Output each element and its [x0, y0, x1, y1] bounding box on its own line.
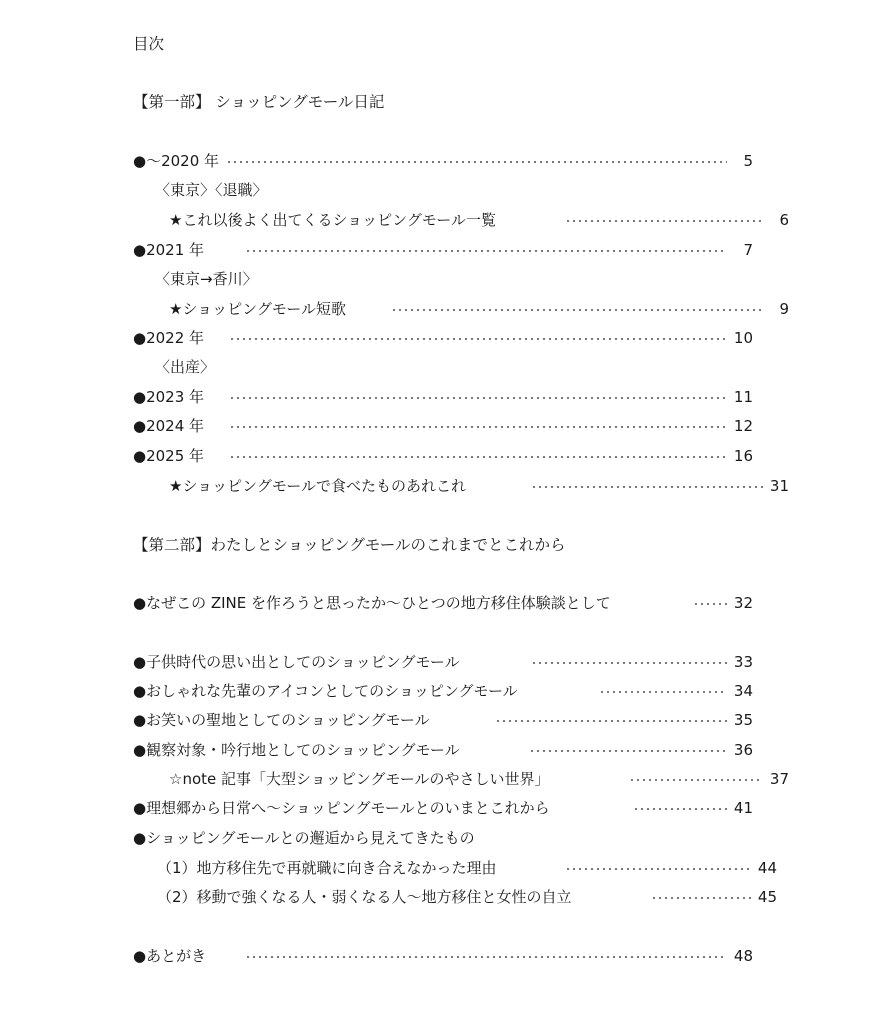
part2-heading	[133, 534, 753, 556]
entry-label: ●あとがき	[133, 947, 207, 965]
dot-leader	[245, 956, 727, 958]
toc-entry[interactable]	[133, 298, 789, 320]
toc-entry[interactable]	[133, 797, 753, 819]
entry-label: 〈東京→香川〉	[155, 270, 258, 288]
toc-entry[interactable]	[133, 768, 789, 790]
dot-leader	[226, 161, 727, 163]
entry-label: ☆note 記事「大型ショッピングモールのやさしい世界」	[169, 770, 550, 788]
entry-label: ●観察対象・吟行地としてのショッピングモール	[133, 741, 460, 759]
entry-label: ★ショッピングモールで食べたものあれこれ	[169, 477, 466, 495]
dot-leader	[565, 220, 763, 222]
part1-heading	[133, 91, 753, 113]
toc-entry[interactable]	[133, 709, 753, 731]
entry-page-number: 31	[769, 477, 789, 495]
toc-title	[133, 33, 753, 55]
entry-label: ★ショッピングモール短歌	[169, 300, 346, 318]
entry-label: ★これ以後よく出てくるショッピングモール一覧	[169, 211, 496, 229]
dot-leader	[229, 338, 727, 340]
part2-heading-text: 【第二部】わたしとショッピングモールのこれまでとこれから	[133, 536, 566, 554]
entry-label: ●なぜこの ZINE を作ろうと思ったか～ひとつの地方移住体験談として	[133, 594, 611, 612]
entry-page-number: 10	[733, 329, 753, 347]
entry-page-number: 41	[733, 799, 753, 817]
toc-entry[interactable]	[133, 150, 753, 172]
entry-page-number: 48	[733, 947, 753, 965]
toc-title-text: 目次	[133, 35, 165, 53]
entry-page-number: 11	[733, 388, 753, 406]
entry-page-number: 12	[733, 417, 753, 435]
dot-leader	[245, 250, 727, 252]
entry-label: ●2021 年	[133, 241, 205, 259]
dot-leader	[529, 750, 727, 752]
dot-leader	[693, 603, 727, 605]
dot-leader	[565, 868, 751, 870]
toc-entry-afterword[interactable]	[133, 945, 753, 967]
entry-label: （1）地方移住先で再就職に向き合えなかった理由	[157, 859, 497, 877]
dot-leader	[599, 691, 727, 693]
entry-label: （2）移動で強くなる人・弱くなる人～地方移住と女性の自立	[157, 888, 572, 906]
entry-label: ●2024 年	[133, 417, 205, 435]
entry-label: 〈東京〉〈退職〉	[155, 181, 268, 199]
entry-label: ●おしゃれな先輩のアイコンとしてのショッピングモール	[133, 682, 518, 700]
toc-entry[interactable]	[133, 651, 753, 673]
toc-entry[interactable]	[133, 475, 789, 497]
toc-entry[interactable]	[133, 827, 753, 849]
toc-entry[interactable]	[133, 886, 777, 908]
entry-page-number: 35	[733, 711, 753, 729]
toc-entry[interactable]	[133, 680, 753, 702]
toc-entry[interactable]	[133, 327, 753, 349]
entry-page-number: 34	[733, 682, 753, 700]
dot-leader	[633, 808, 727, 810]
entry-page-number: 32	[733, 594, 753, 612]
dot-leader	[531, 662, 727, 664]
entry-page-number: 5	[743, 152, 753, 170]
dot-leader	[531, 486, 763, 488]
entry-page-number: 9	[779, 300, 789, 318]
toc-subheading	[133, 356, 775, 378]
dot-leader	[229, 426, 727, 428]
entry-label: ●お笑いの聖地としてのショッピングモール	[133, 711, 430, 729]
entry-label: ●理想郷から日常へ～ショッピングモールとのいまとこれから	[133, 799, 550, 817]
entry-page-number: 7	[743, 241, 753, 259]
entry-page-number: 37	[769, 770, 789, 788]
dot-leader	[229, 456, 727, 458]
entry-page-number: 6	[779, 211, 789, 229]
entry-page-number: 36	[733, 741, 753, 759]
entry-page-number: 44	[757, 859, 777, 877]
entry-label: ●子供時代の思い出としてのショッピングモール	[133, 653, 460, 671]
toc-subheading	[133, 268, 775, 290]
toc-entry[interactable]	[133, 209, 789, 231]
entry-label: ●2022 年	[133, 329, 205, 347]
toc-entry[interactable]	[133, 239, 753, 261]
toc-entry[interactable]	[133, 415, 753, 437]
entry-page-number: 33	[733, 653, 753, 671]
entry-label: ●2023 年	[133, 388, 205, 406]
toc-entry[interactable]	[133, 445, 753, 467]
toc-entry[interactable]	[133, 739, 753, 761]
part1-heading-text: 【第一部】 ショッピングモール日記	[133, 93, 385, 111]
entry-label: ●2025 年	[133, 447, 205, 465]
dot-leader	[229, 397, 727, 399]
entry-label: ●～2020 年	[133, 152, 220, 170]
dot-leader	[629, 779, 763, 781]
entry-page-number: 16	[733, 447, 753, 465]
toc-entry[interactable]	[133, 386, 753, 408]
toc-entry[interactable]	[133, 857, 777, 879]
toc-entry[interactable]	[133, 592, 753, 614]
toc-subheading	[133, 179, 775, 201]
dot-leader	[495, 720, 727, 722]
entry-label: ●ショッピングモールとの邂逅から見えてきたもの	[133, 829, 475, 847]
dot-leader	[391, 309, 763, 311]
entry-label: 〈出産〉	[155, 358, 216, 376]
entry-page-number: 45	[757, 888, 777, 906]
dot-leader	[651, 897, 751, 899]
